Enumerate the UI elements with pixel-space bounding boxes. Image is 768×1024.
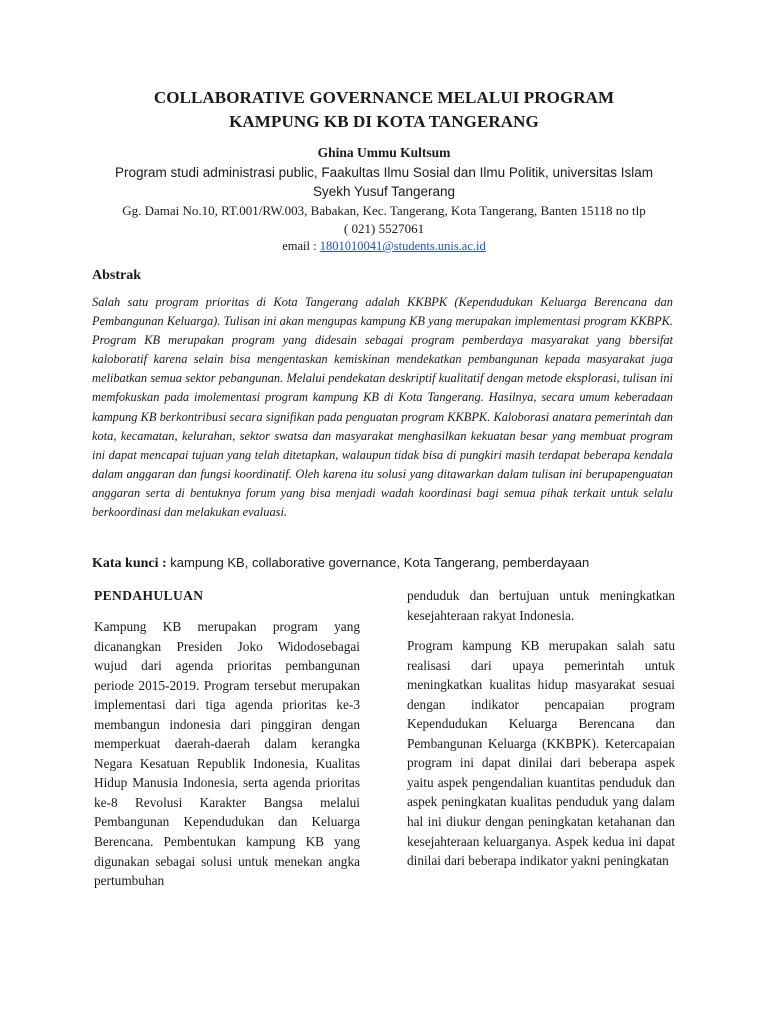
left-column [94,586,360,891]
keywords-label: Kata kunci : [92,556,167,571]
address [88,202,680,238]
title-line-1: COLLABORATIVE GOVERNANCE MELALUI PROGRAM [153,88,615,107]
affiliation-line-2: Syekh Yusuf Tangerang [312,184,456,199]
keywords [92,554,692,573]
keywords-text: kampung KB, collaborative governance, Kota Tangerang, pemberdayaan [166,555,590,570]
author-name: Ghina Ummu Kultsum [317,145,451,160]
paper-title [90,86,678,134]
section-heading: PENDAHULUAN [94,588,204,603]
email-label: email : [282,239,320,253]
title-line-2: KAMPUNG KB DI KOTA TANGERANG [229,112,539,131]
affiliation [92,163,676,201]
right-column [407,586,675,871]
right-paragraph-2: Program kampung KB merupakan salah satu realisasi dari upaya pemerintah untuk meningkatkan kualitas hidup masyarakat sesuai dengan indikator pencapaian program Kependudukan Keluarga Berencana dan Pembangunan Keluarga (KKBPK). Ketercapaian program ini dapat dinilai dari beberapa aspek yaitu aspek pengendalian kuantitas penduduk dan aspek peningkatan kualitas penduduk yang dalam hal ini diukur dengan peningkatan ketahanan dan kesejahteraan keluarganya. Aspek kedua ini dapat dinilai dari beberapa indikator yakni peningkatan [407,638,675,869]
address-line-2: ( 021) 5527061 [343,221,425,236]
email-link[interactable]: 1801010041@students.unis.ac.id [319,239,486,253]
right-paragraph-1: penduduk dan bertujuan untuk meningkatkan kesejahteraan rakyat Indonesia. [407,588,675,623]
left-paragraph: Kampung KB merupakan program yang dicanangkan Presiden Joko Widodosebagai wujud dari agenda prioritas pembangunan periode 2015-2019. Program tersebut merupakan implementasi dari tiga agenda prioritas ke-3 membangun indonesia dari pinggiran dengan memperkuat daerah-daerah dalam kerangka Negara Kesatuan Republik Indonesia, Kualitas Hidup Manusia Indonesia, serta agenda prioritas ke-8 Revolusi Karakter Bangsa melalui Pembangunan Kependudukan dan Keluarga Berencana. Pembentukan kampung KB yang digunakan sebagai solusi untuk menekan angka pertumbuhan [94,619,360,889]
email-line [88,238,680,254]
abstract-text: Salah satu program prioritas di Kota Tangerang adalah KKBPK (Kependudukan Keluarga Berencana dan Pembangunan Keluarga). Tulisan ini akan mengupas kampung KB yang merupakan implementasi program KKBPK. Program KB merupakan program yang didesain sebagai program pemberdaya masyarakat yang bbersifat kaloboratif karena selain bisa mengentaskan kemiskinan mendekatkan pembangunan kepada masyarakat juga melibatkan semua sektor pebangunan. Melalui pendekatan deskriptif kualitatif dengan metode eksplorasi, tulisan ini memfokuskan pada imolementasi program kampung KB di Kota Tangerang. Hasilnya, secara umum keberadaan kampung KB berkontribusi secara signifikan pada penguatan program KKBPK. Kaloborasi anatara pemerintah dan kota, kecamatan, kelurahan, sektor swatsa dan masyarakat menghasilkan kekuatan besar yang membuat program ini dapat mencapai tujuan yang telah ditetapkan, walaupun tidak bisa di pungkiri masih terdapat beberapa kendala dalam anggaran dan fungsi koordinatif. Oleh karena itu solusi yang ditawarkan dalam tulisan ini berupapenguatan anggaran serta di bentuknya forum yang bisa menjadi wadah koordinasi bagi semua pihak terkait untuk selalu berkoordinasi dan melakukan evaluasi. [92,295,673,520]
abstract-heading: Abstrak [92,268,142,283]
address-line-1: Gg. Damai No.10, RT.001/RW.003, Babakan, Kec. Tangerang, Kota Tangerang, Banten 15118 no tlp [122,203,646,218]
affiliation-line-1: Program studi administrasi public, Faakultas Ilmu Sosial dan Ilmu Politik, universitas Islam [115,165,653,180]
